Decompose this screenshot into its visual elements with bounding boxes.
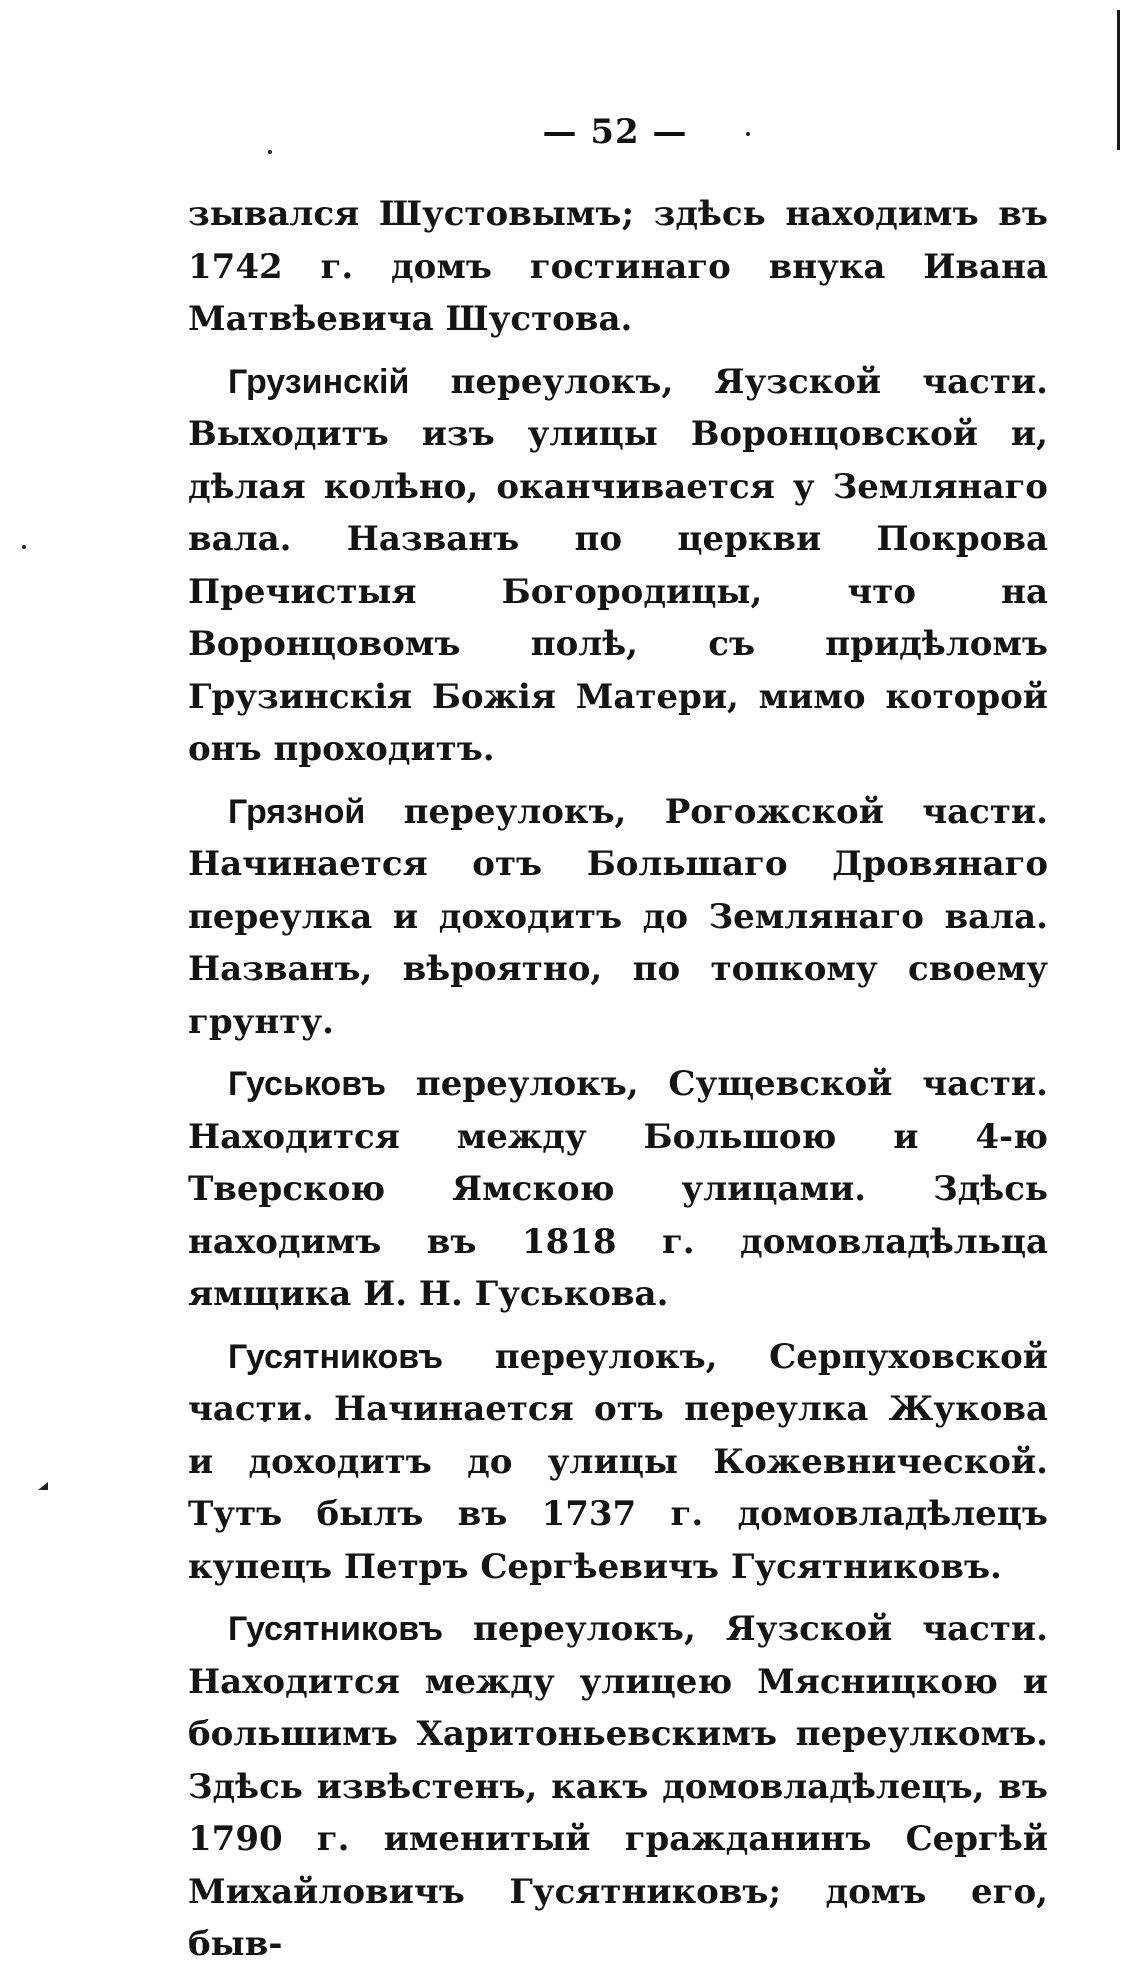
paragraph: [188, 1331, 1048, 1594]
paragraph-text: переулокъ, Рогожской части. Начинается отъ Большаго Дровянаго переулка и доходитъ до Землянаго вала. Названъ, вѣроятно, по топкому своему грунту.: [188, 791, 1048, 1042]
paragraph-text: зывался Шустовымъ; здѣсь находимъ въ 1742 г. домъ гостинаго внука Ивана Матвѣевича Шустова.: [188, 194, 1048, 339]
entry-title: Гусятниковъ: [228, 1337, 444, 1376]
paragraph-text: переулокъ, Яузской части. Находится между улицею Мясницкою и большимъ Харитоньевскимъ переулкомъ. Здѣсь извѣстенъ, какъ домовладѣлецъ, въ 1790 г. именитый гражданинъ Сергѣй Михайловичъ Гусятниковъ; домъ его, быв-: [188, 1609, 1048, 1964]
paragraph: [188, 188, 1048, 346]
paragraph-text: переулокъ, Яузской части. Выходитъ изъ улицы Воронцовской и, дѣлая колѣно, оканчивается у Землянаго вала. Названъ по церкви Покрова Пречистыя Богородицы, что на Воронцовомъ полѣ, съ придѣломъ Грузинскія Божія Матери, мимо которой онъ проходитъ.: [188, 361, 1048, 769]
paragraph: [188, 1603, 1048, 1971]
paragraph-text: переулокъ, Сущевской части. Находится между Большою и 4-ю Тверскою Ямскою улицами. Здѣсь находимъ въ 1818 г. домовладѣльца ямщика И. Н. Гуськова.: [188, 1064, 1048, 1314]
paragraph: [188, 1058, 1048, 1321]
entry-title: Гуськовъ: [228, 1065, 387, 1103]
entry-title: Гусятниковъ: [228, 1610, 444, 1648]
entry-title: Грузинскій: [228, 362, 410, 401]
entry-title: Грязной: [228, 792, 366, 831]
paragraph: [188, 356, 1048, 776]
page-number: — 52 —: [542, 112, 688, 152]
ink-speck: [22, 545, 26, 549]
body-text: [188, 188, 1048, 1981]
corner-mark: [38, 1482, 48, 1490]
paragraph: [188, 786, 1048, 1049]
paragraph-text: переулокъ, Серпуховской части. Начинается отъ переулка Жукова и доходитъ до улицы Кожевнической. Тутъ былъ въ 1737 г. домовладѣлецъ купецъ Петръ Сергѣевичъ Гусятниковъ.: [188, 1336, 1048, 1587]
